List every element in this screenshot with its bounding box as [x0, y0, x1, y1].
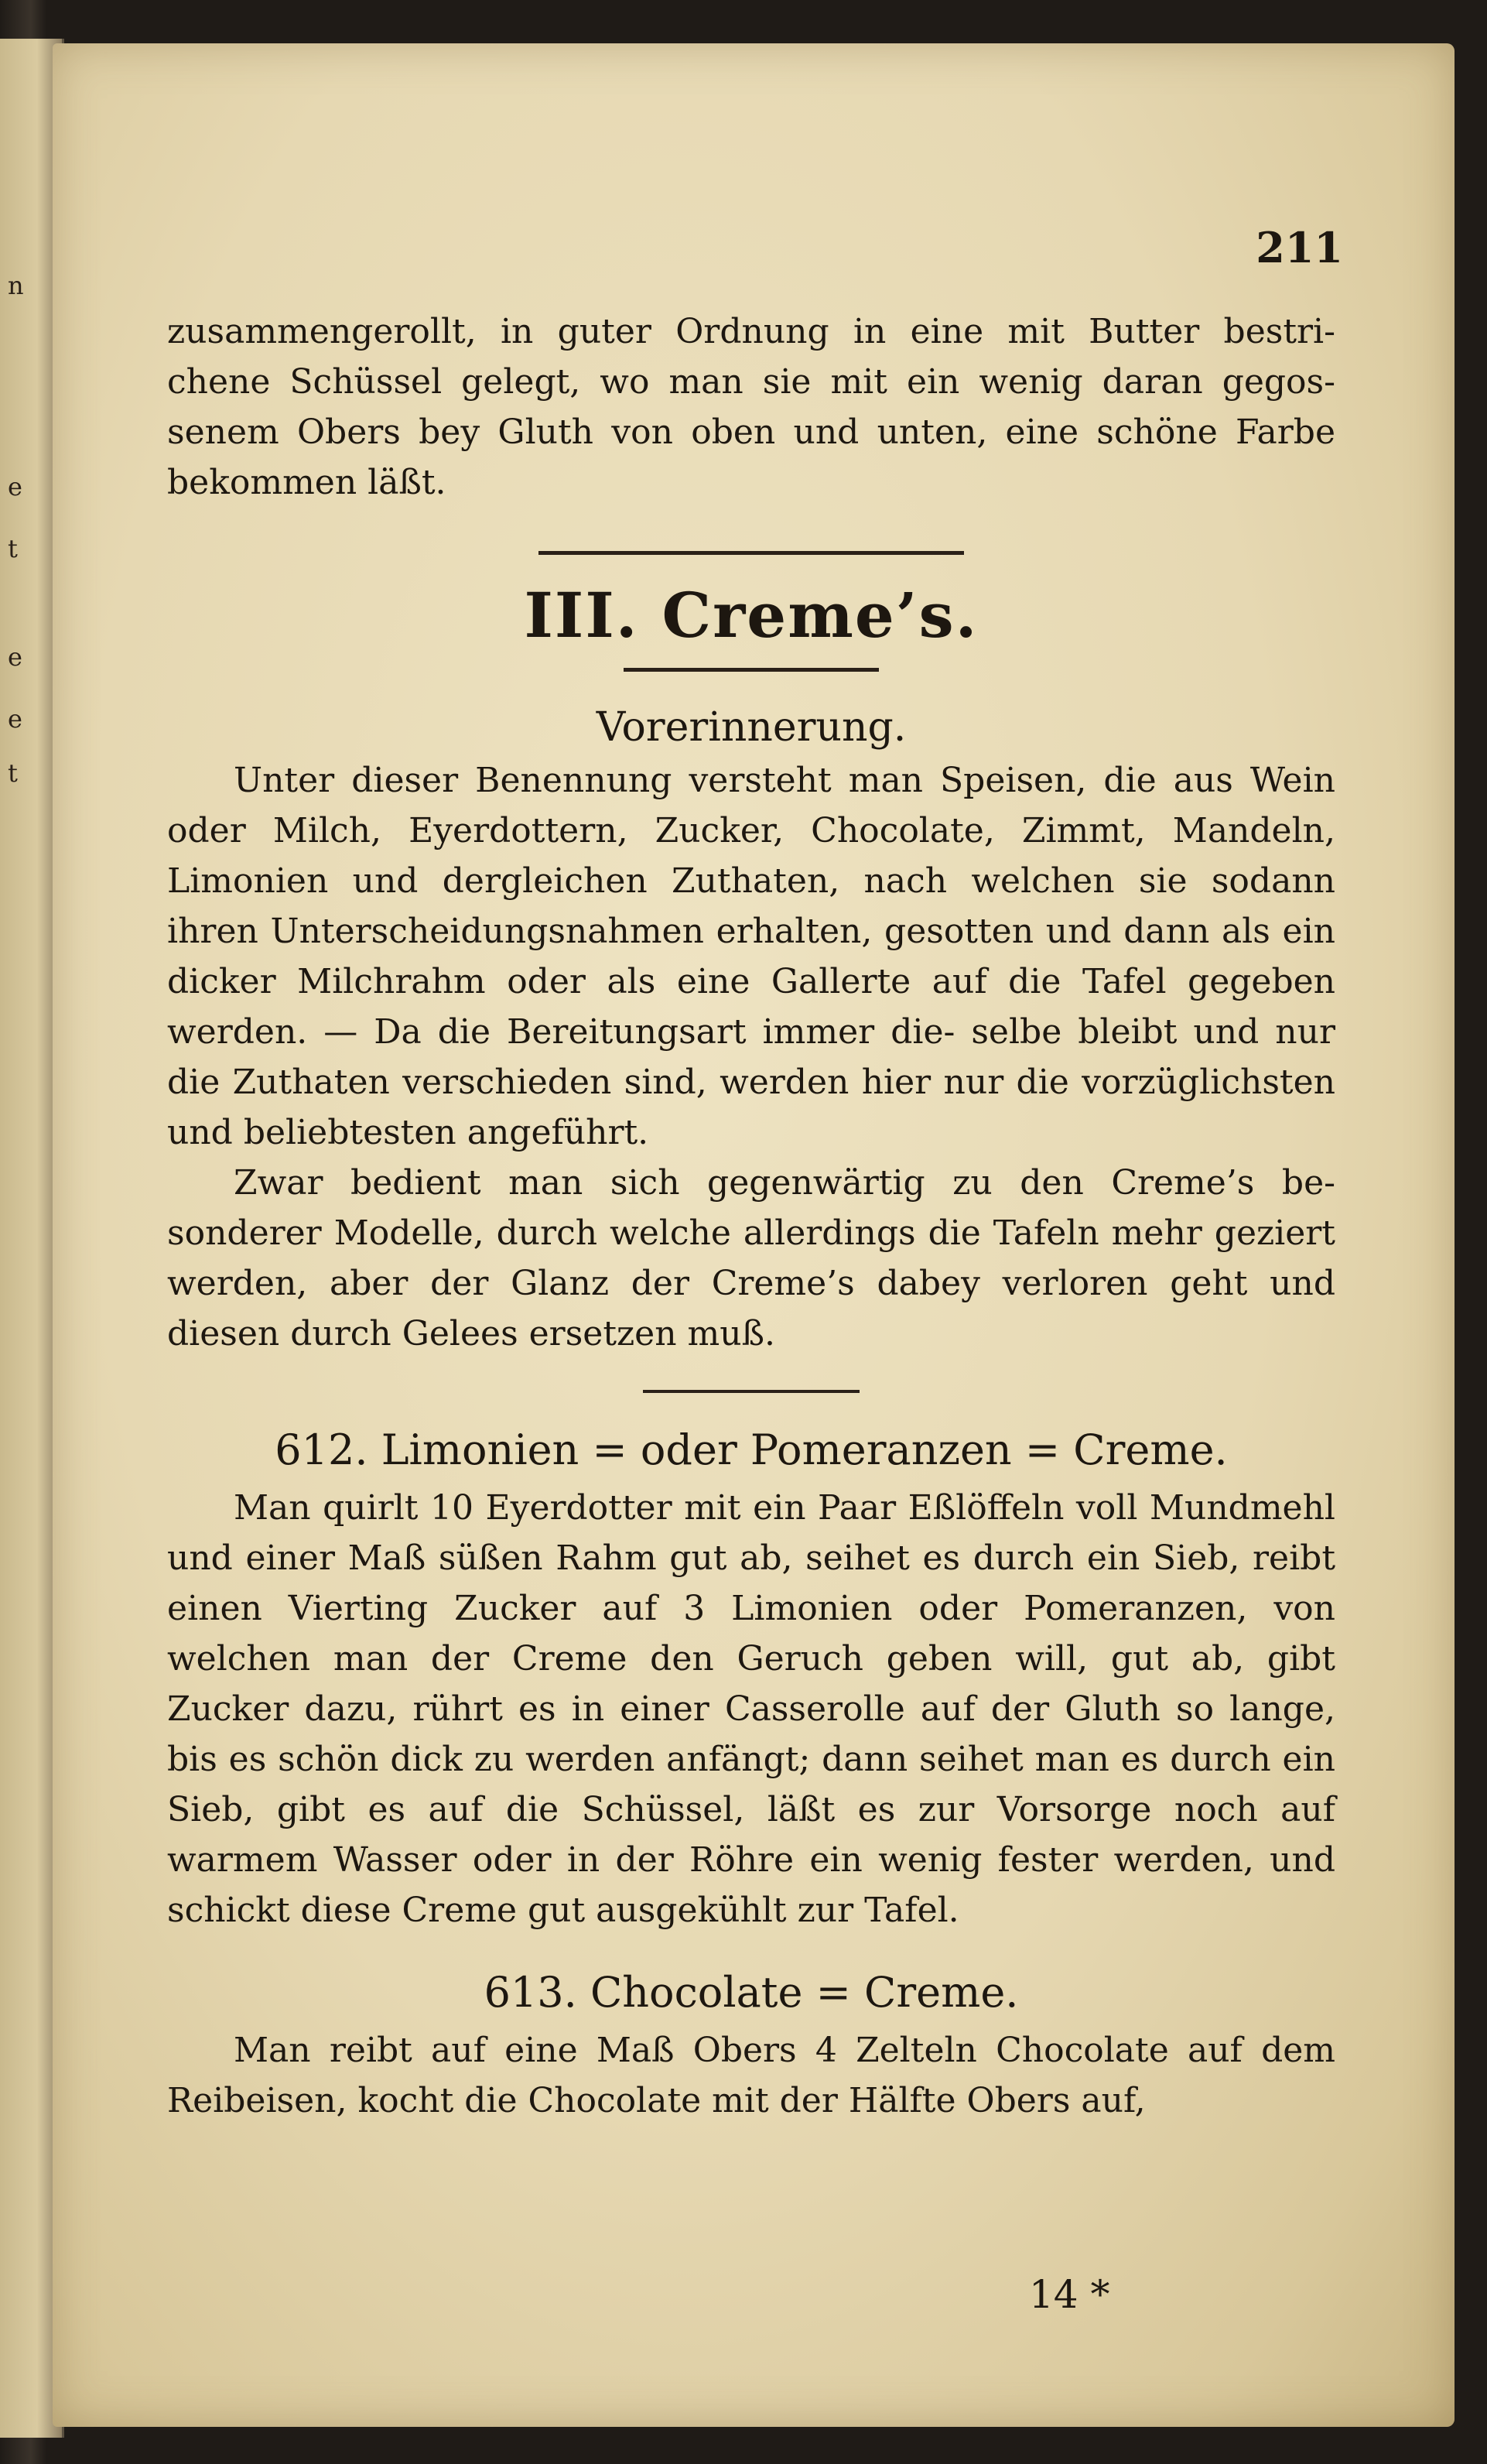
page-body [167, 198, 1335, 2126]
book-page [53, 43, 1455, 2427]
section-divider [538, 551, 964, 555]
signature-mark: 14 * [1029, 2272, 1110, 2317]
section-paragraph: Zwar bedient man sich gegenwärtig zu den Creme’s be- sonderer Modelle, durch welche allerdings die Tafeln mehr geziert werden, aber der Glanz der Creme’s dabey verloren geht und diesen durch Gelees ersetzen muß. [167, 1163, 1335, 1353]
title-underline [624, 668, 879, 672]
section-title: III. Creme’s. [524, 579, 979, 652]
page-number: 211 [1256, 223, 1343, 272]
margin-fragment: e [8, 642, 22, 672]
section-subheading: Vorerinnerung. [596, 704, 907, 751]
margin-fragment: e [8, 704, 22, 734]
section-paragraph: Unter dieser Benennung versteht man Speisen, die aus Wein oder Milch, Eyerdottern, Zucker, Chocolate, Zimmt, Mandeln, Limonien und dergleichen Zuthaten, nach welchen sie sodann ihren Unterscheidungsnahmen erhalten, gesotten und dann als ein dicker Milchrahm oder als eine Gallerte auf die Tafel gegeben werden. — Da die Bereitungsart immer die- selbe bleibt und nur die Zuthaten verschieden sind, werden hier nur die vorzüglichsten und beliebtesten angeführt. [167, 761, 1335, 1152]
margin-fragment: t [8, 534, 18, 563]
recipe-text: Man reibt auf eine Maß Obers 4 Zelteln Chocolate auf dem Reibeisen, kocht die Chocolate mit der Hälfte Obers auf, [167, 2031, 1335, 2120]
recipe-divider [643, 1390, 860, 1393]
recipe-title: 613. Chocolate = Creme. [484, 1968, 1019, 2017]
margin-fragment: n [8, 271, 24, 300]
recipe-title: 612. Limonien = oder Pomeranzen = Creme. [275, 1425, 1228, 1474]
margin-fragment: e [8, 472, 22, 501]
intro-paragraph: zusammengerollt, in guter Ordnung in eine mit Butter bestri- chene Schüssel gelegt, wo man sie mit ein wenig daran gegos- senem Obers bey Gluth von oben und unten, eine schöne Farbe bekommen läßt. [167, 312, 1335, 502]
margin-fragment: t [8, 758, 18, 788]
recipe-text: Man quirlt 10 Eyerdotter mit ein Paar Eßlöffeln voll Mundmehl und einer Maß süßen Rahm gut ab, seihet es durch ein Sieb, reibt einen Vierting Zucker auf 3 Limonien oder Pomeranzen, von welchen man der Creme den Geruch geben will, gut ab, gibt Zucker dazu, rührt es in einer Casserolle auf der Gluth so lange, bis es schön dick zu werden anfängt; dann seihet man es durch ein Sieb, gibt es auf die Schüssel, läßt es zur Vorsorge noch auf warmem Wasser oder in der Röhre ein wenig fester werden, und schickt diese Creme gut ausgekühlt zur Tafel. [167, 1488, 1335, 1930]
